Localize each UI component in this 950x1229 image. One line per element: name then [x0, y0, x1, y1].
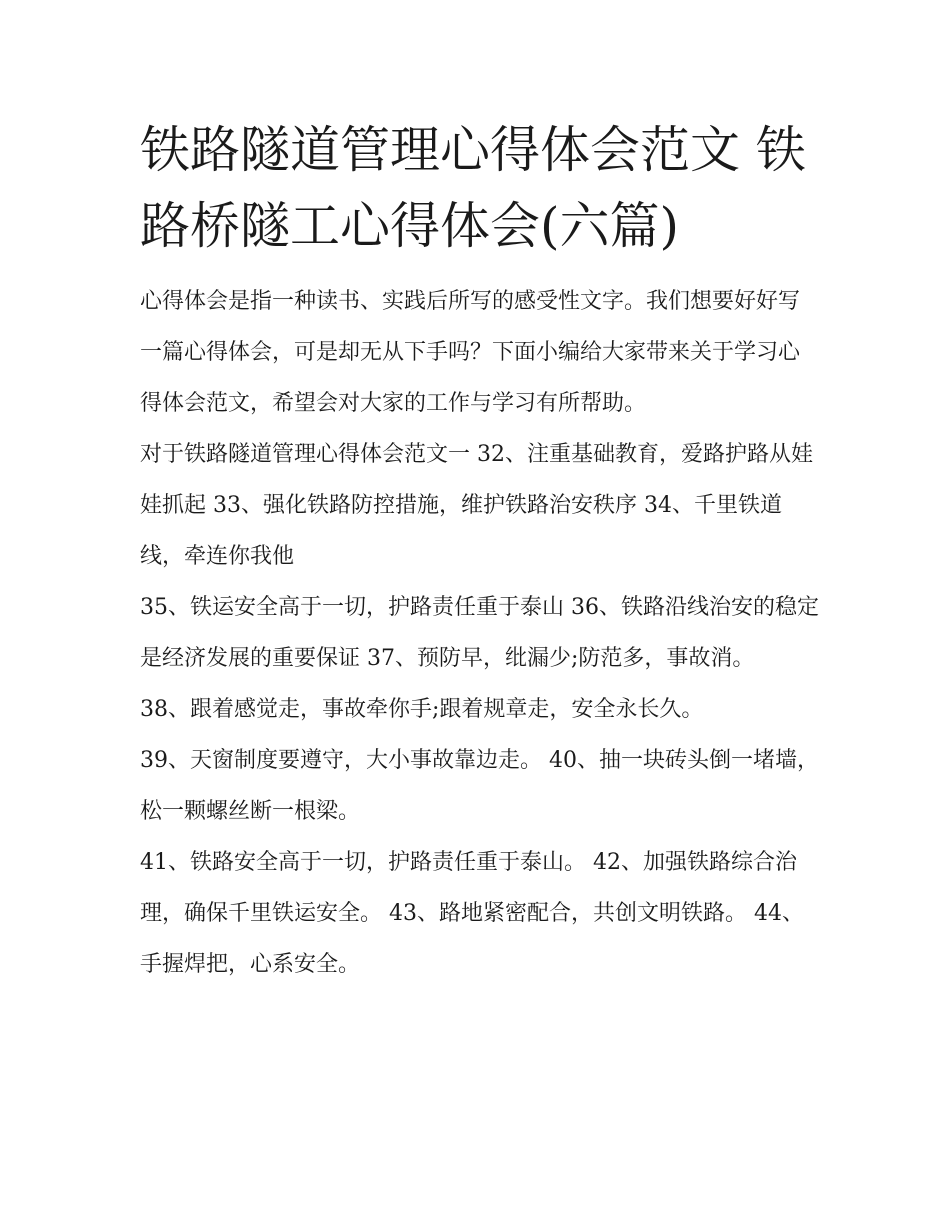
document-body	[140, 112, 820, 990]
paragraph-1: 对于铁路隧道管理心得体会范文一 32、注重基础教育，爱路护路从娃娃抓起 33、强化铁路防控措施，维护铁路治安秩序 34、千里铁道线，牵连你我他	[140, 442, 813, 569]
document-title: 铁路隧道管理心得体会范文 铁路桥隧工心得体会(六篇)	[140, 121, 806, 255]
paragraph-3: 38、跟着感觉走，事故牵你手;跟着规章走，安全永长久。	[140, 697, 704, 722]
paragraph-2: 35、铁运安全高于一切，护路责任重于泰山 36、铁路沿线治安的稳定是经济发展的重要保证 37、预防早，纰漏少;防范多，事故消。	[140, 595, 819, 671]
paragraph-intro: 心得体会是指一种读书、实践后所写的感受性文字。我们想要好好写一篇心得体会，可是却无从下手吗？下面小编给大家带来关于学习心得体会范文，希望会对大家的工作与学习有所帮助。	[140, 289, 801, 416]
paragraph-5: 41、铁路安全高于一切，护路责任重于泰山。 42、加强铁路综合治理，确保千里铁运安全。 43、路地紧密配合，共创文明铁路。 44、手握焊把，心系安全。	[140, 850, 804, 977]
paragraph-4: 39、天窗制度要遵守，大小事故靠边走。 40、抽一块砖头倒一堵墙，松一颗螺丝断一根梁。	[140, 748, 819, 824]
